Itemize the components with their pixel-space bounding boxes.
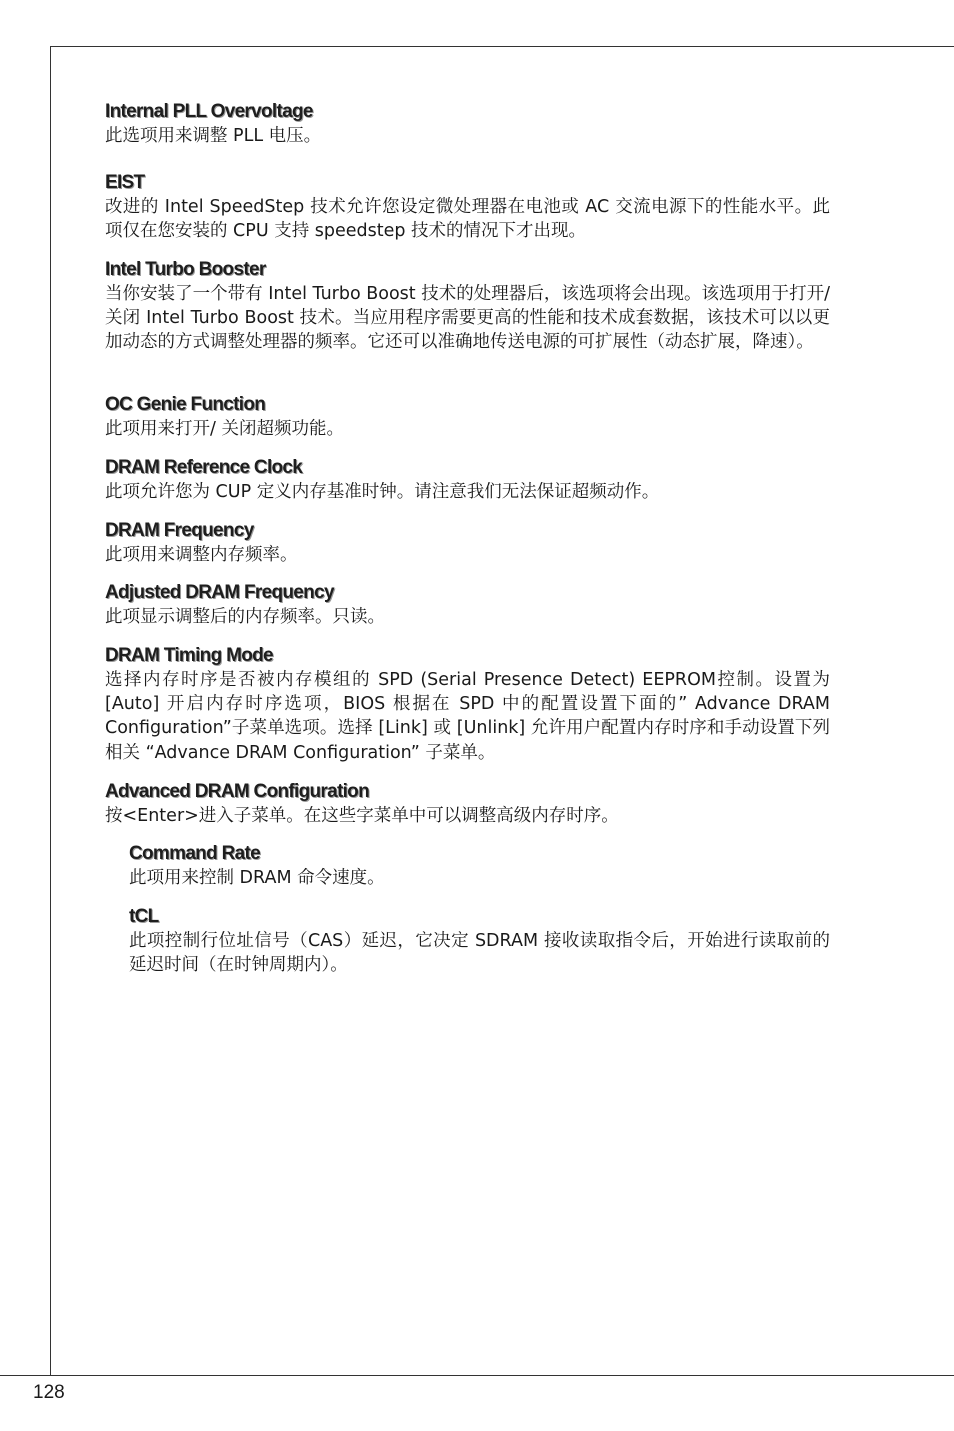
section-title: Adjusted DRAM Frequency xyxy=(105,582,334,603)
page-frame-left-rule xyxy=(50,46,51,1376)
section-intel-turbo-booster xyxy=(105,258,830,393)
section-description: 此项用来调整内存频率。 xyxy=(105,545,298,565)
section-oc-genie-function xyxy=(105,393,830,456)
subsection-title: Command Rate xyxy=(129,843,260,864)
section-description: 改进的 Intel SpeedStep 技术允许您设定微处理器在电池或 AC 交流电源下的性能水平。此项仅在您安装的 CPU 支持 speedstep 技术的情况下才出现。 xyxy=(105,197,830,242)
section-dram-frequency xyxy=(105,519,830,581)
section-description: 按<Enter>进入子菜单。在这些字菜单中可以调整高级内存时序。 xyxy=(105,806,619,826)
section-adjusted-dram-frequency xyxy=(105,581,830,644)
section-title: Advanced DRAM Configuration xyxy=(105,781,369,802)
section-title: DRAM Reference Clock xyxy=(105,457,303,478)
section-description: 此项显示调整后的内存频率。只读。 xyxy=(105,607,385,627)
section-title: Intel Turbo Booster xyxy=(105,259,266,280)
section-title: Internal PLL Overvoltage xyxy=(105,101,313,122)
section-description: 当你安装了一个带有 Intel Turbo Boost 技术的处理器后，该选项将会出现。该选项用于打开/关闭 Intel Turbo Boost 技术。当应用程序需要更高的性能和技术成套数据，该技术可以以更加动态的方式调整处理器的频率。它还可以准确地传送电源的可扩展性（动态扩展，降速）。 xyxy=(105,284,830,353)
subsection-description: 此项控制行位址信号（CAS）延迟，它决定 SDRAM 接收读取指令后，开始进行读取前的延迟时间（在时钟周期内）。 xyxy=(129,931,830,976)
page-frame-bottom-rule xyxy=(0,1375,954,1376)
section-advanced-dram-configuration xyxy=(105,780,830,842)
section-title: DRAM Frequency xyxy=(105,520,254,541)
section-description: 此选项用来调整 PLL 电压。 xyxy=(105,126,322,146)
page-number: 128 xyxy=(33,1382,65,1403)
section-title: EIST xyxy=(105,172,145,193)
section-dram-reference-clock xyxy=(105,456,830,519)
section-eist xyxy=(105,171,830,258)
section-dram-timing-mode xyxy=(105,644,830,780)
section-internal-pll-overvoltage xyxy=(105,100,830,171)
section-description: 此项允许您为 CUP 定义内存基准时钟。请注意我们无法保证超频动作。 xyxy=(105,482,660,502)
page-frame-top-rule xyxy=(50,46,954,47)
section-title: DRAM Timing Mode xyxy=(105,645,273,666)
section-title: OC Genie Function xyxy=(105,394,266,415)
subsection-title: tCL xyxy=(129,906,159,927)
section-description: 此项用来打开/ 关闭超频功能。 xyxy=(105,419,344,439)
section-description: 选择内存时序是否被内存模组的 SPD (Serial Presence Detect) EEPROM控制。设置为 [Auto] 开启内存时序选项，BIOS 根据在 SPD 中的配置设置下面的” Advance DRAM Configuration”子菜单选项。选择 [Link] 或 [Unlink] 允许用户配置内存时序和手动设置下列相关 “Advance DRAM Configuration” 子菜单。 xyxy=(105,670,830,763)
subsection-tcl xyxy=(129,905,830,977)
subsection-description: 此项用来控制 DRAM 命令速度。 xyxy=(129,868,385,888)
subsection-command-rate xyxy=(129,842,830,905)
manual-content xyxy=(105,100,830,977)
